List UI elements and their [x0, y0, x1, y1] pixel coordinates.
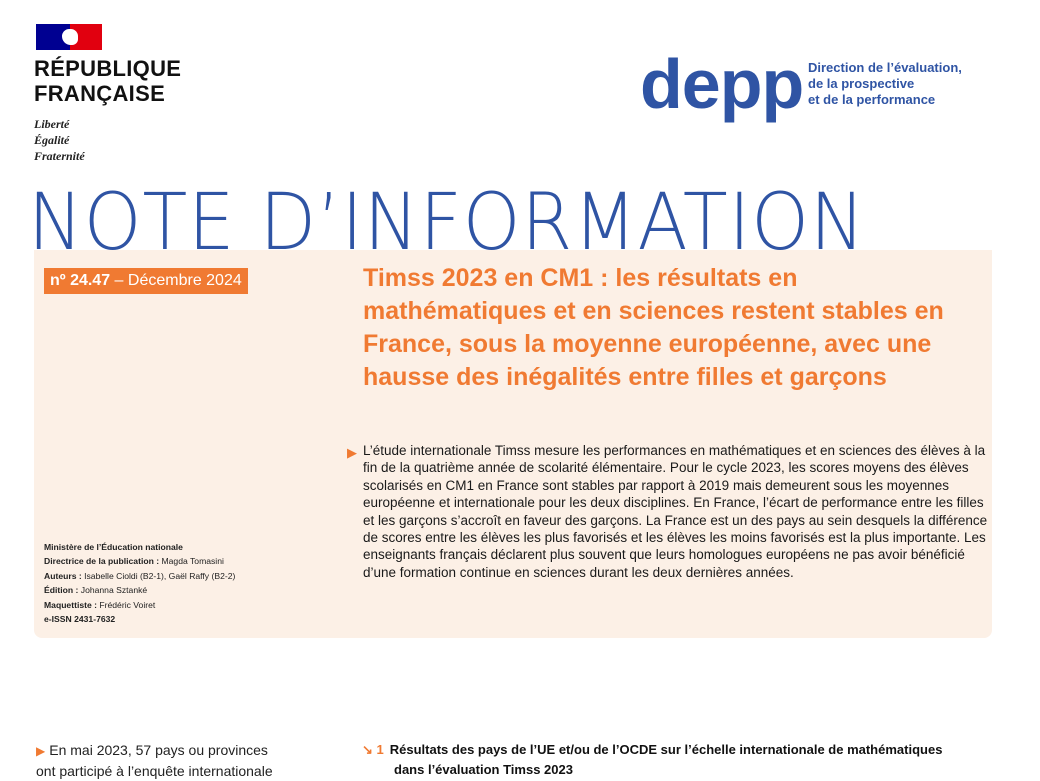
credit-ministry: Ministère de l’Éducation nationale: [44, 542, 183, 552]
intro-line2: ont participé à l’enquête internationale: [36, 763, 273, 779]
figure-title-line2: dans l’évaluation Timss 2023: [394, 762, 573, 777]
triangle-arrow-icon: ▶: [347, 445, 357, 460]
depp-subtitle-line1: Direction de l’évaluation,: [808, 60, 962, 75]
credit-value: Isabelle Cioldi (B2-1), Gaël Raffy (B2-2): [84, 570, 236, 581]
depp-subtitle-line3: et de la performance: [808, 92, 936, 107]
intro-line1: En mai 2023, 57 pays ou provinces: [49, 742, 268, 758]
abstract: [347, 442, 993, 581]
publication-title: NOTE D’INFORMATION: [28, 178, 866, 250]
credits-block: [44, 540, 344, 626]
credit-label: Édition :: [44, 585, 81, 596]
motto-fraternite: Fraternité: [34, 149, 85, 163]
intro-paragraph: [36, 740, 316, 781]
issue-date: Décembre 2024: [127, 272, 242, 289]
credit-row: [44, 598, 344, 612]
republic-line2: FRANÇAISE: [34, 81, 166, 106]
depp-subtitle: [808, 60, 962, 108]
abstract-text: L’étude internationale Timss mesure les performances en mathématiques et en sciences des élèves à la fin de la quatrième année de scolarité élémentaire. Pour le cycle 2023, les scores moyens des élèves scolarisés en CM1 en France sont stables par rapport à 2019 mais demeurent sous les moyennes européenne et internationale pour les deux disciplines. En France, l’écart de performance entre les filles et les garçons s’accroît en faveur des garçons. La France est un des pays au sein desquels la différence de scores entre les élèves les plus favorisés et les élèves les moins favorisés est la plus importante. Les enseignants français déclarent plus souvent que leurs homologues européens ne pas avoir bénéficié d’une formation continue en sciences durant les deux dernières années.: [363, 443, 988, 580]
credit-value: Frédéric Voiret: [99, 599, 156, 610]
issue-badge: [44, 268, 248, 294]
republic-line1: RÉPUBLIQUE: [34, 56, 182, 81]
credit-label: Maquettiste :: [44, 599, 100, 610]
triangle-arrow-icon: ▶: [36, 744, 46, 758]
figure-number-value: 1: [376, 742, 384, 757]
down-right-arrow-icon: ↘: [362, 742, 373, 757]
figure-title: [362, 740, 942, 780]
credit-label: Auteurs :: [44, 570, 85, 581]
depp-subtitle-line2: de la prospective: [808, 76, 915, 91]
credit-value: Johanna Sztanké: [80, 585, 148, 596]
marianne-logo: [36, 24, 102, 50]
depp-logo: depp: [640, 45, 804, 123]
republic-motto: [34, 116, 85, 164]
credit-row: [44, 540, 344, 554]
credit-issn: e-ISSN 2431-7632: [44, 614, 116, 625]
credit-value: Magda Tomasini: [161, 556, 224, 567]
motto-egalite: Égalité: [34, 133, 70, 147]
motto-liberte: Liberté: [34, 117, 70, 131]
credit-row: [44, 612, 344, 626]
figure-number: [362, 742, 384, 757]
issue-separator: –: [110, 272, 128, 289]
issue-number: nº 24.47: [50, 272, 111, 289]
credit-row: [44, 569, 344, 583]
credit-row: [44, 554, 344, 568]
credit-label: Directrice de la publication :: [44, 556, 162, 567]
marianne-profile-icon: [62, 29, 78, 45]
figure-title-line1: Résultats des pays de l’UE et/ou de l’OCDE sur l’échelle internationale de mathématiques: [389, 742, 943, 757]
credit-row: [44, 583, 344, 597]
republic-name: [34, 56, 181, 106]
headline: Timss 2023 en CM1 : les résultats en mathématiques et en sciences restent stables en France, sous la moyenne européenne, avec une hausse des inégalités entre filles et garçons: [363, 264, 944, 391]
